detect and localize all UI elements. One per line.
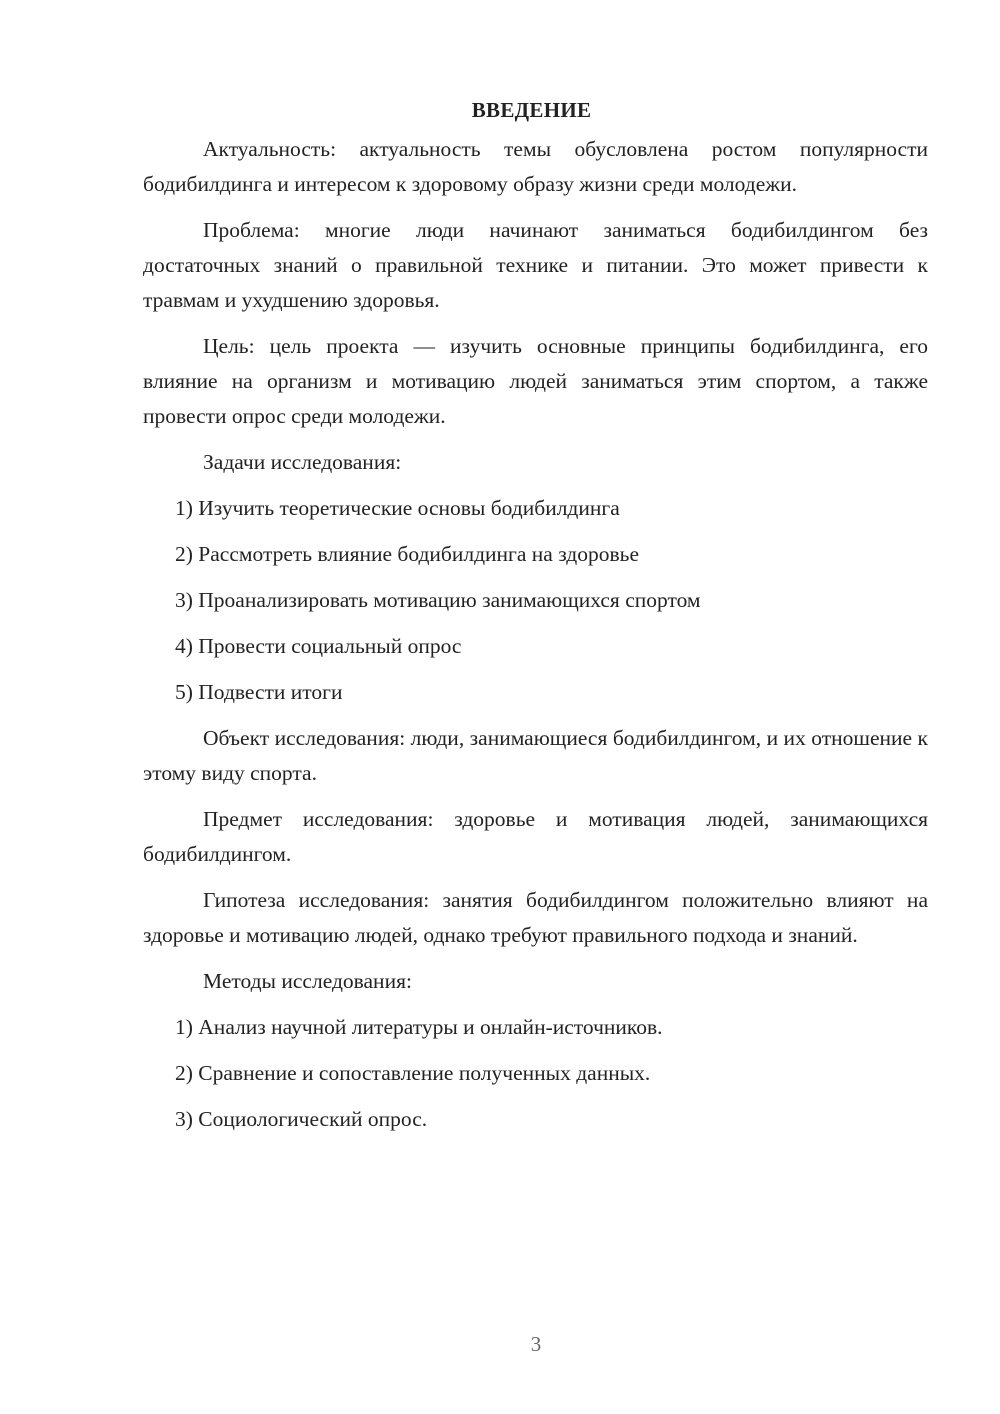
object-paragraph: Объект исследования: люди, занимающиеся бодибилдингом, и их отношение к этому виду спорта. [143, 726, 928, 785]
relevance-paragraph: Актуальность: актуальность темы обусловлена ростом популярности бодибилдинга и интересом к здоровому образу жизни среди молодежи. [143, 137, 928, 196]
task-item-2: 2) Рассмотреть влияние бодибилдинга на здоровье [175, 542, 639, 566]
section-title-text: ВВЕДЕНИЕ [471, 98, 592, 122]
subject-paragraph: Предмет исследования: здоровье и мотивация людей, занимающихся бодибилдингом. [143, 807, 928, 866]
goal-paragraph: Цель: цель проекта — изучить основные принципы бодибилдинга, его влияние на организм и мотивацию людей заниматься этим спортом, а также провести опрос среди молодежи. [143, 334, 928, 428]
task-item-4: 4) Провести социальный опрос [175, 634, 462, 658]
task-item-3: 3) Проанализировать мотивацию занимающихся спортом [175, 588, 701, 612]
hypothesis-paragraph: Гипотеза исследования: занятия бодибилдингом положительно влияют на здоровье и мотивацию людей, однако требуют правильного подхода и знаний. [143, 888, 928, 947]
page-content [143, 92, 928, 1148]
page-number: 3 [530, 1332, 542, 1356]
section-title [143, 92, 928, 128]
task-item-5: 5) Подвести итоги [175, 680, 343, 704]
tasks-list [143, 491, 928, 710]
task-item-1: 1) Изучить теоретические основы бодибилдинга [175, 496, 620, 520]
tasks-heading: Задачи исследования: [203, 450, 402, 474]
methods-list [143, 1010, 928, 1137]
method-item-2: 2) Сравнение и сопоставление полученных данных. [175, 1061, 651, 1085]
problem-paragraph: Проблема: многие люди начинают заниматься бодибилдингом без достаточных знаний о правильной технике и питании. Это может привести к травмам и ухудшению здоровья. [143, 218, 928, 312]
method-item-1: 1) Анализ научной литературы и онлайн-источников. [175, 1015, 663, 1039]
methods-heading: Методы исследования: [203, 969, 412, 993]
method-item-3: 3) Социологический опрос. [175, 1107, 428, 1131]
